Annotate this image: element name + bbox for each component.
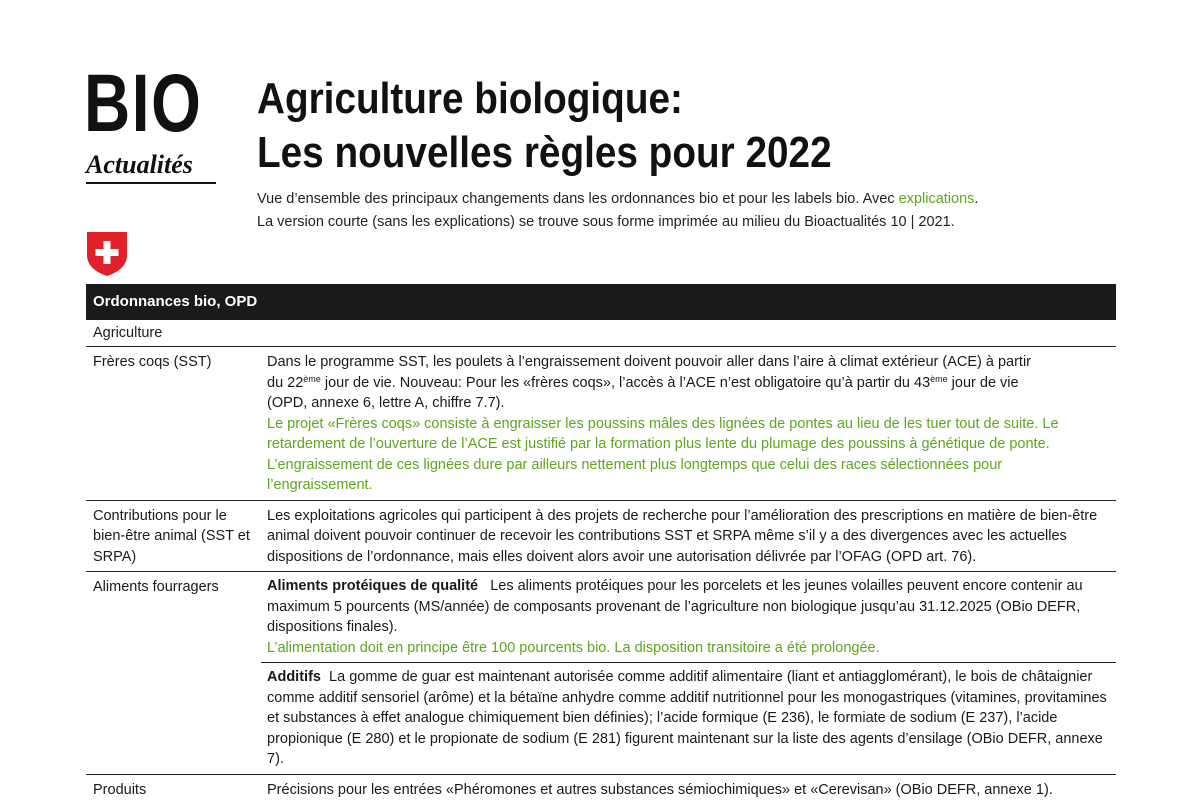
proteiques-explanation: L’alimentation doit en principe être 100 pourcents bio. La disposition transitoire a été prolongée.	[267, 639, 880, 656]
logo-bio: BIO	[84, 58, 203, 149]
row-content	[261, 347, 1116, 500]
row-content	[261, 572, 1116, 774]
logo-underline	[86, 182, 216, 184]
title-line-2: Les nouvelles règles pour 2022	[257, 128, 832, 177]
intro-text	[257, 188, 978, 234]
table-header: Ordonnances bio, OPD	[86, 284, 1116, 320]
freres-text-c: jour de vie	[947, 374, 1019, 391]
row-content: Les exploitations agricoles qui participent à des projets de recherche pour l’amélioration des prescriptions en matière de bien-être animal doivent pouvoir continuer de recevoir les contributions SST et SRPA même s’il y a des divergences avec les actuelles dispositions de l’ordonnance, mais elles doivent alors avoir une autorisation délivrée par l’OFAG (OPD art. 76).	[267, 507, 1098, 565]
row-label: Contributions pour le bien-être animal (SST et SRPA)	[93, 507, 250, 565]
table-row-contributions	[86, 501, 1116, 573]
freres-explanation: Le projet «Frères coqs» consiste à engraisser les poussins mâles des lignées de pontes au lieu de les tuer tout de suite. Le retardement de l’ouverture de l’ACE est justifié par la formation plus lente du plumage des poussins à génétique de ponte. L’engraissement de ces lignées dure par ailleurs nettement plus longtemps que celui des races sélectionnées pour l’engraissement.	[267, 415, 1059, 493]
proteiques-body: Les aliments protéiques pour les porcelets et les jeunes volailles peuvent encore contenir au maximum 5 pourcents (MS/année) de composants provenant de l’agriculture non biologique jusqu’au 31.12.2025 (OBio DEFR, dispositions finales).	[267, 578, 1083, 635]
superscript-eme-2: ème	[930, 373, 948, 384]
intro-line-1-end: .	[974, 191, 979, 207]
freres-para-3: (OPD, annexe 6, lettre A, chiffre 7.7).	[267, 395, 505, 411]
freres-text-a: du 22	[267, 374, 304, 391]
freres-para-2	[267, 373, 1110, 394]
additifs-text	[267, 667, 1110, 770]
intro-line-2: La version courte (sans les explications) se trouve sous forme imprimée au milieu du Bioactualités 10 | 2021.	[257, 214, 955, 230]
superscript-eme: ème	[303, 373, 321, 384]
table-row-aliments	[86, 572, 1116, 775]
freres-text-b: jour de vie. Nouveau: Pour les «frères coqs», l’accès à l’ACE n’est obligatoire qu’à partir du 43	[320, 374, 931, 391]
page-title	[257, 72, 832, 180]
row-label: Produits	[93, 781, 147, 798]
freres-para-1: Dans le programme SST, les poulets à l’engraissement doivent pouvoir aller dans l’aire à climat extérieur (ACE) à partir	[267, 354, 1032, 370]
row-label: Frères coqs (SST)	[93, 354, 212, 370]
intro-line-1-text: Vue d’ensemble des principaux changements dans les ordonnances bio et pour les labels bio. Avec	[257, 191, 899, 207]
title-line-1: Agriculture biologique:	[257, 74, 683, 123]
row-label: Aliments fourragers	[93, 579, 219, 595]
subsection-proteiques	[261, 572, 1116, 663]
proteiques-heading: Aliments protéiques de qualité	[267, 578, 479, 594]
subsection-additifs	[261, 663, 1116, 774]
table-row-produits	[86, 775, 1116, 801]
additifs-body: La gomme de guar est maintenant autorisée comme additif alimentaire (liant et antiagglomérant), le bois de châtaignier comme additif sensoriel (arôme) et la bétaïne anhydre comme additif nutritionnel pour les monogastriques (vitamines, provitamines et substances à effet analogue chimiquement bien définies); l’acide formique (E 236), le formiate de sodium (E 237), l’acide propionique (E 280) et le propionate de sodium (E 281) figurent maintenant sur la liste des agents d’ensilage (OBio DEFR, annexe 7).	[267, 669, 1107, 767]
additifs-heading: Additifs	[267, 669, 321, 685]
proteiques-text	[267, 576, 1110, 638]
intro-line-1	[257, 188, 978, 211]
row-content: Précisions pour les entrées «Phéromones et autres substances sémiochimiques» et «Cerevisan» (OBio DEFR, annexe 1).	[267, 781, 1053, 798]
section-row-agriculture: Agriculture	[86, 320, 1116, 347]
rules-table	[86, 284, 1116, 801]
explications-link[interactable]: explications	[898, 191, 975, 207]
logo-actualites: Actualités	[86, 150, 193, 179]
swiss-shield-icon	[86, 231, 128, 277]
table-row-freres-coqs	[86, 347, 1116, 501]
